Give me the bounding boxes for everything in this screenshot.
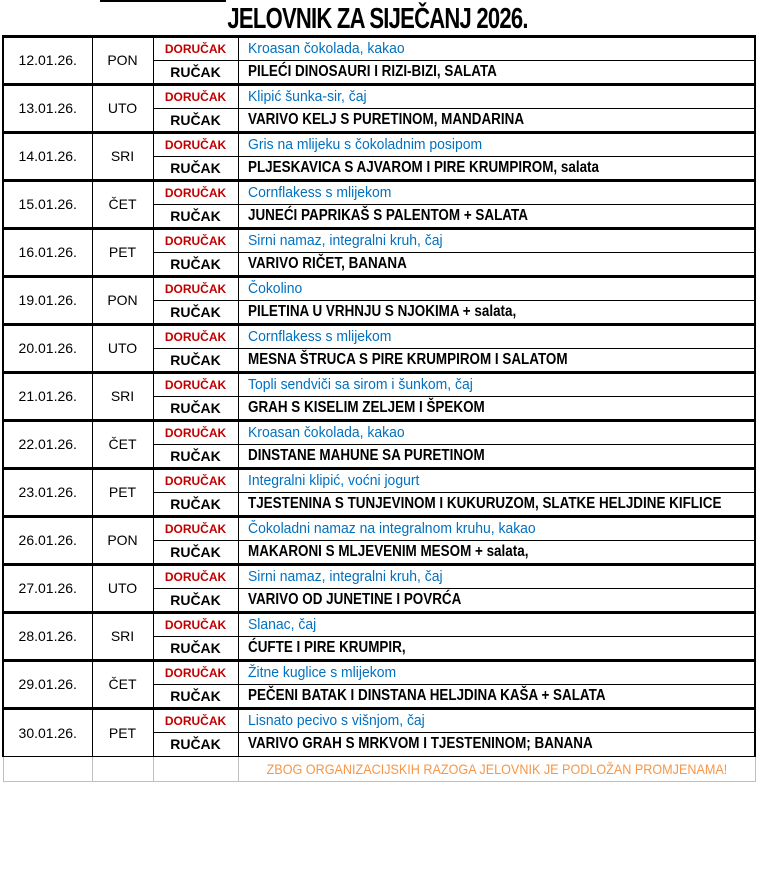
menu-group-breakfast-row bbox=[3, 517, 755, 541]
breakfast-label-cell bbox=[153, 709, 238, 733]
lunch-item-text: GRAH S KISELIM ZELJEM I ŠPEKOM bbox=[247, 398, 485, 416]
breakfast-label: DORUČAK bbox=[164, 569, 227, 584]
day-text: PON bbox=[107, 532, 138, 549]
date-text: 30.01.26. bbox=[18, 724, 77, 741]
day-cell bbox=[92, 37, 153, 85]
lunch-item-cell bbox=[238, 493, 755, 517]
lunch-item-text: ĆUFTE I PIRE KRUMPIR, bbox=[247, 638, 406, 656]
day-text: SRI bbox=[110, 148, 135, 165]
date-text: 15.01.26. bbox=[18, 196, 77, 213]
lunch-label: RUČAK bbox=[170, 687, 221, 704]
date-cell bbox=[3, 613, 92, 661]
date-cell bbox=[3, 517, 92, 565]
breakfast-label-cell bbox=[153, 133, 238, 157]
breakfast-item-cell bbox=[238, 325, 755, 349]
lunch-item-text: PILETINA U VRHNJU S NJOKIMA + salata, bbox=[247, 302, 516, 320]
menu-group-breakfast-row bbox=[3, 229, 755, 253]
lunch-item-text: MESNA ŠTRUCA S PIRE KRUMPIROM I SALATOM bbox=[247, 350, 568, 368]
date-text: 29.01.26. bbox=[18, 676, 77, 693]
breakfast-label: DORUČAK bbox=[164, 137, 227, 152]
date-cell bbox=[3, 325, 92, 373]
date-cell bbox=[3, 373, 92, 421]
breakfast-label: DORUČAK bbox=[164, 329, 227, 344]
day-cell bbox=[92, 85, 153, 133]
day-cell bbox=[92, 421, 153, 469]
breakfast-label-cell bbox=[153, 661, 238, 685]
menu-group-breakfast-row bbox=[3, 37, 755, 61]
top-crop-line bbox=[100, 0, 226, 2]
lunch-label-cell bbox=[153, 541, 238, 565]
lunch-item-text: VARIVO RIČET, BANANA bbox=[247, 254, 407, 272]
breakfast-item-text: Gris na mlijeku s čokoladnim posipom bbox=[247, 136, 482, 154]
date-cell bbox=[3, 229, 92, 277]
breakfast-label-cell bbox=[153, 421, 238, 445]
lunch-label-cell bbox=[153, 637, 238, 661]
lunch-label-cell bbox=[153, 589, 238, 613]
lunch-label-cell bbox=[153, 493, 238, 517]
breakfast-label-cell bbox=[153, 325, 238, 349]
lunch-label: RUČAK bbox=[170, 207, 221, 224]
day-cell bbox=[92, 661, 153, 709]
lunch-label: RUČAK bbox=[170, 255, 221, 272]
menu-table-body bbox=[3, 37, 755, 782]
lunch-item-cell bbox=[238, 301, 755, 325]
date-cell bbox=[3, 133, 92, 181]
date-cell bbox=[3, 277, 92, 325]
day-text: UTO bbox=[107, 340, 138, 357]
footer-empty-meal-cell bbox=[153, 757, 238, 782]
lunch-label: RUČAK bbox=[170, 447, 221, 464]
footer-row bbox=[3, 757, 755, 782]
lunch-label-cell bbox=[153, 205, 238, 229]
breakfast-item-cell bbox=[238, 277, 755, 301]
day-cell bbox=[92, 133, 153, 181]
date-cell bbox=[3, 709, 92, 757]
breakfast-label: DORUČAK bbox=[164, 185, 227, 200]
date-text: 20.01.26. bbox=[18, 340, 77, 357]
breakfast-label: DORUČAK bbox=[164, 89, 227, 104]
lunch-label-cell bbox=[153, 157, 238, 181]
lunch-item-text: PLJESKAVICA S AJVAROM I PIRE KRUMPIROM, salata bbox=[247, 158, 599, 176]
day-cell bbox=[92, 565, 153, 613]
breakfast-item-text: Čokolino bbox=[247, 280, 302, 298]
date-text: 12.01.26. bbox=[18, 52, 77, 69]
page-title bbox=[2, 3, 754, 36]
breakfast-label-cell bbox=[153, 181, 238, 205]
day-text: PET bbox=[108, 484, 137, 501]
date-text: 16.01.26. bbox=[18, 244, 77, 261]
lunch-label: RUČAK bbox=[170, 303, 221, 320]
lunch-label-cell bbox=[153, 109, 238, 133]
day-text: PON bbox=[107, 292, 138, 309]
menu-group-breakfast-row bbox=[3, 661, 755, 685]
breakfast-label: DORUČAK bbox=[164, 665, 227, 680]
day-text: SRI bbox=[110, 628, 135, 645]
menu-group-breakfast-row bbox=[3, 325, 755, 349]
date-text: 13.01.26. bbox=[18, 100, 77, 117]
date-cell bbox=[3, 565, 92, 613]
lunch-label-cell bbox=[153, 397, 238, 421]
breakfast-item-text: Čokoladni namaz na integralnom kruhu, kakao bbox=[247, 520, 536, 538]
breakfast-item-text: Kroasan čokolada, kakao bbox=[247, 40, 405, 58]
breakfast-label: DORUČAK bbox=[164, 281, 227, 296]
date-cell bbox=[3, 421, 92, 469]
menu-group-breakfast-row bbox=[3, 85, 755, 109]
breakfast-item-cell bbox=[238, 613, 755, 637]
breakfast-item-text: Lisnato pecivo s višnjom, čaj bbox=[247, 712, 425, 730]
footer-empty-date-cell bbox=[3, 757, 92, 782]
breakfast-item-cell bbox=[238, 181, 755, 205]
lunch-item-cell bbox=[238, 445, 755, 469]
lunch-item-text: PILEĆI DINOSAURI I RIZI-BIZI, SALATA bbox=[247, 62, 497, 80]
day-text: PET bbox=[108, 724, 137, 741]
lunch-item-cell bbox=[238, 157, 755, 181]
date-text: 14.01.26. bbox=[18, 148, 77, 165]
date-text: 28.01.26. bbox=[18, 628, 77, 645]
lunch-label: RUČAK bbox=[170, 399, 221, 416]
date-text: 23.01.26. bbox=[18, 484, 77, 501]
day-text: SRI bbox=[110, 388, 135, 405]
breakfast-label-cell bbox=[153, 85, 238, 109]
breakfast-item-text: Sirni namaz, integralni kruh, čaj bbox=[247, 232, 443, 250]
breakfast-item-cell bbox=[238, 421, 755, 445]
date-text: 27.01.26. bbox=[18, 580, 77, 597]
breakfast-label-cell bbox=[153, 373, 238, 397]
day-cell bbox=[92, 325, 153, 373]
menu-table bbox=[2, 35, 756, 782]
breakfast-item-cell bbox=[238, 37, 755, 61]
lunch-item-cell bbox=[238, 349, 755, 373]
lunch-item-cell bbox=[238, 109, 755, 133]
breakfast-item-text: Cornflakess s mlijekom bbox=[247, 328, 391, 346]
lunch-item-text: VARIVO GRAH S MRKVOM I TJESTENINOM; BANANA bbox=[247, 735, 593, 753]
menu-group-breakfast-row bbox=[3, 181, 755, 205]
lunch-label-cell bbox=[153, 445, 238, 469]
menu-group-breakfast-row bbox=[3, 277, 755, 301]
day-cell bbox=[92, 469, 153, 517]
lunch-item-text: TJESTENINA S TUNJEVINOM I KUKURUZOM, SLATKE HELJDINE KIFLICE bbox=[247, 494, 721, 512]
date-cell bbox=[3, 469, 92, 517]
day-cell bbox=[92, 277, 153, 325]
lunch-item-cell bbox=[238, 541, 755, 565]
page-title-text: JELOVNIK ZA SIJEČANJ 2026. bbox=[227, 3, 529, 35]
breakfast-label: DORUČAK bbox=[164, 377, 227, 392]
lunch-item-text: PEČENI BATAK I DINSTANA HELJDINA KAŠA + SALATA bbox=[247, 686, 606, 704]
day-text: PET bbox=[108, 244, 137, 261]
breakfast-item-text: Integralni klipić, voćni jogurt bbox=[247, 472, 419, 490]
lunch-item-cell bbox=[238, 733, 755, 757]
breakfast-label-cell bbox=[153, 469, 238, 493]
day-text: UTO bbox=[107, 580, 138, 597]
menu-group-breakfast-row bbox=[3, 709, 755, 733]
breakfast-label-cell bbox=[153, 613, 238, 637]
lunch-label: RUČAK bbox=[170, 543, 221, 560]
date-cell bbox=[3, 85, 92, 133]
breakfast-item-text: Cornflakess s mlijekom bbox=[247, 184, 391, 202]
lunch-item-cell bbox=[238, 253, 755, 277]
lunch-label-cell bbox=[153, 685, 238, 709]
lunch-item-text: VARIVO OD JUNETINE I POVRĆA bbox=[247, 590, 461, 608]
lunch-item-cell bbox=[238, 397, 755, 421]
lunch-item-cell bbox=[238, 205, 755, 229]
breakfast-item-cell bbox=[238, 709, 755, 733]
date-cell bbox=[3, 661, 92, 709]
lunch-label: RUČAK bbox=[170, 159, 221, 176]
breakfast-item-cell bbox=[238, 85, 755, 109]
lunch-item-cell bbox=[238, 589, 755, 613]
breakfast-item-text: Kroasan čokolada, kakao bbox=[247, 424, 405, 442]
breakfast-label-cell bbox=[153, 565, 238, 589]
breakfast-item-cell bbox=[238, 565, 755, 589]
breakfast-label: DORUČAK bbox=[164, 473, 227, 488]
breakfast-item-cell bbox=[238, 133, 755, 157]
lunch-item-text: JUNEĆI PAPRIKAŠ S PALENTOM + SALATA bbox=[247, 206, 528, 224]
date-text: 26.01.26. bbox=[18, 532, 77, 549]
breakfast-item-text: Topli sendviči sa sirom i šunkom, čaj bbox=[247, 376, 473, 394]
day-text: UTO bbox=[107, 100, 138, 117]
lunch-label: RUČAK bbox=[170, 111, 221, 128]
lunch-item-text: DINSTANE MAHUNE SA PURETINOM bbox=[247, 446, 485, 464]
breakfast-label-cell bbox=[153, 37, 238, 61]
date-cell bbox=[3, 181, 92, 229]
breakfast-label: DORUČAK bbox=[164, 617, 227, 632]
lunch-item-cell bbox=[238, 61, 755, 85]
breakfast-label: DORUČAK bbox=[164, 233, 227, 248]
breakfast-label: DORUČAK bbox=[164, 521, 227, 536]
breakfast-item-cell bbox=[238, 373, 755, 397]
day-cell bbox=[92, 709, 153, 757]
footer-note-text: ZBOG ORGANIZACIJSKIH RAZOGA JELOVNIK JE PODLOŽAN PROMJENAMA! bbox=[266, 760, 727, 777]
menu-group-breakfast-row bbox=[3, 613, 755, 637]
lunch-label: RUČAK bbox=[170, 736, 221, 753]
breakfast-label-cell bbox=[153, 277, 238, 301]
lunch-item-text: MAKARONI S MLJEVENIM MESOM + salata, bbox=[247, 542, 528, 560]
date-text: 19.01.26. bbox=[18, 292, 77, 309]
lunch-label-cell bbox=[153, 733, 238, 757]
day-text: ČET bbox=[108, 436, 137, 453]
breakfast-item-text: Žitne kuglice s mlijekom bbox=[247, 664, 396, 682]
breakfast-item-cell bbox=[238, 661, 755, 685]
lunch-item-cell bbox=[238, 685, 755, 709]
day-cell bbox=[92, 181, 153, 229]
menu-group-breakfast-row bbox=[3, 133, 755, 157]
lunch-label-cell bbox=[153, 301, 238, 325]
breakfast-label: DORUČAK bbox=[164, 41, 227, 56]
footer-note-cell bbox=[238, 757, 755, 782]
lunch-label: RUČAK bbox=[170, 639, 221, 656]
menu-group-breakfast-row bbox=[3, 373, 755, 397]
breakfast-item-cell bbox=[238, 469, 755, 493]
breakfast-item-text: Klipić šunka-sir, čaj bbox=[247, 88, 367, 106]
date-text: 22.01.26. bbox=[18, 436, 77, 453]
date-text: 21.01.26. bbox=[18, 388, 77, 405]
breakfast-item-cell bbox=[238, 229, 755, 253]
day-text: PON bbox=[107, 52, 138, 69]
lunch-label-cell bbox=[153, 61, 238, 85]
breakfast-label-cell bbox=[153, 517, 238, 541]
lunch-label: RUČAK bbox=[170, 495, 221, 512]
date-cell bbox=[3, 37, 92, 85]
day-cell bbox=[92, 517, 153, 565]
lunch-label-cell bbox=[153, 349, 238, 373]
day-cell bbox=[92, 229, 153, 277]
breakfast-label: DORUČAK bbox=[164, 425, 227, 440]
lunch-label: RUČAK bbox=[170, 591, 221, 608]
day-cell bbox=[92, 613, 153, 661]
day-cell bbox=[92, 373, 153, 421]
day-text: ČET bbox=[108, 196, 137, 213]
breakfast-label: DORUČAK bbox=[164, 713, 227, 728]
lunch-label: RUČAK bbox=[170, 63, 221, 80]
breakfast-item-text: Slanac, čaj bbox=[247, 616, 316, 634]
breakfast-label-cell bbox=[153, 229, 238, 253]
lunch-item-text: VARIVO KELJ S PURETINOM, MANDARINA bbox=[247, 110, 524, 128]
breakfast-item-cell bbox=[238, 517, 755, 541]
breakfast-item-text: Sirni namaz, integralni kruh, čaj bbox=[247, 568, 443, 586]
menu-group-breakfast-row bbox=[3, 421, 755, 445]
lunch-label: RUČAK bbox=[170, 351, 221, 368]
lunch-item-cell bbox=[238, 637, 755, 661]
footer-empty-day-cell bbox=[92, 757, 153, 782]
menu-group-breakfast-row bbox=[3, 469, 755, 493]
lunch-label-cell bbox=[153, 253, 238, 277]
day-text: ČET bbox=[108, 676, 137, 693]
menu-group-breakfast-row bbox=[3, 565, 755, 589]
